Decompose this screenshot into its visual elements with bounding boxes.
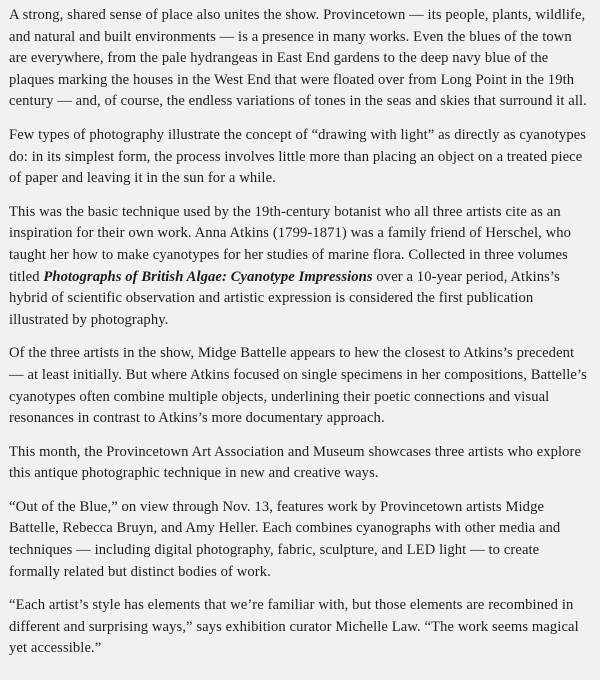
paragraph-curator-quote: “Each artist’s style has elements that we’re familiar with, but those elements are recombined in different and surprising ways,” says exhibition curator Michelle Law. “The work seems magical yet accessible.”: [9, 597, 579, 657]
paragraph-out-of-the-blue: “Out of the Blue,” on view through Nov. 13, features work by Provincetown artists Midge Battelle, Rebecca Bruyn, and Amy Heller. Each combines cyanographs with other media and techniques — including digital photography, fabric, sculpture, and LED light — to create formally related but distinct bodies of work.: [9, 498, 561, 580]
paragraph-sense-of-place: A strong, shared sense of place also unites the show. Provincetown — its people, plants, wildlife, and natural and built environments — is a presence in many works. Even the blues of the town are everywhere, from the pale hydrangeas in East End gardens to the deep navy blue of the plaques marking the houses in the West End that were floated over from Long Point in the 19th century — and, of course, the endless variations of tones in the seas and skies that surround it all.: [9, 7, 587, 110]
paragraph-midge-battelle: Of the three artists in the show, Midge Battelle appears to hew the closest to Atkins’s precedent — at least initially. But where Atkins focused on single specimens in her compositions, Battelle’s cyanotypes often combine multiple objects, underlining their poetic connections and visual resonances in contrast to Atkins’s more documentary approach.: [9, 345, 587, 427]
paragraph-anna-atkins-text-after: over a 10-year period, Atkins’s hybrid of scientific observation and artistic expression is considered the first publication illustrated by photography.: [9, 268, 560, 328]
book-title: Photographs of British Algae: Cyanotype Impressions: [43, 268, 373, 285]
paragraph-anna-atkins-text-before: This was the basic technique used by the 19th-century botanist who all three artists cite as an inspiration for their own work. Anna Atkins (1799-1871) was a family friend of Herschel, who taught her how to make cyanotypes for her studies of marine flora. Collected in three volumes titled: [9, 203, 572, 285]
paragraph-paam-showcase: This month, the Provincetown Art Association and Museum showcases three artists who explore this antique photographic technique in new and creative ways.: [9, 443, 582, 482]
paragraph-cyanotype-process: Few types of photography illustrate the concept of “drawing with light” as directly as cyanotypes do: in its simplest form, the process involves little more than placing an object on a treated piece of paper and leaving it in the sun for a while.: [9, 126, 587, 187]
paragraph-anna-atkins: [9, 202, 591, 332]
